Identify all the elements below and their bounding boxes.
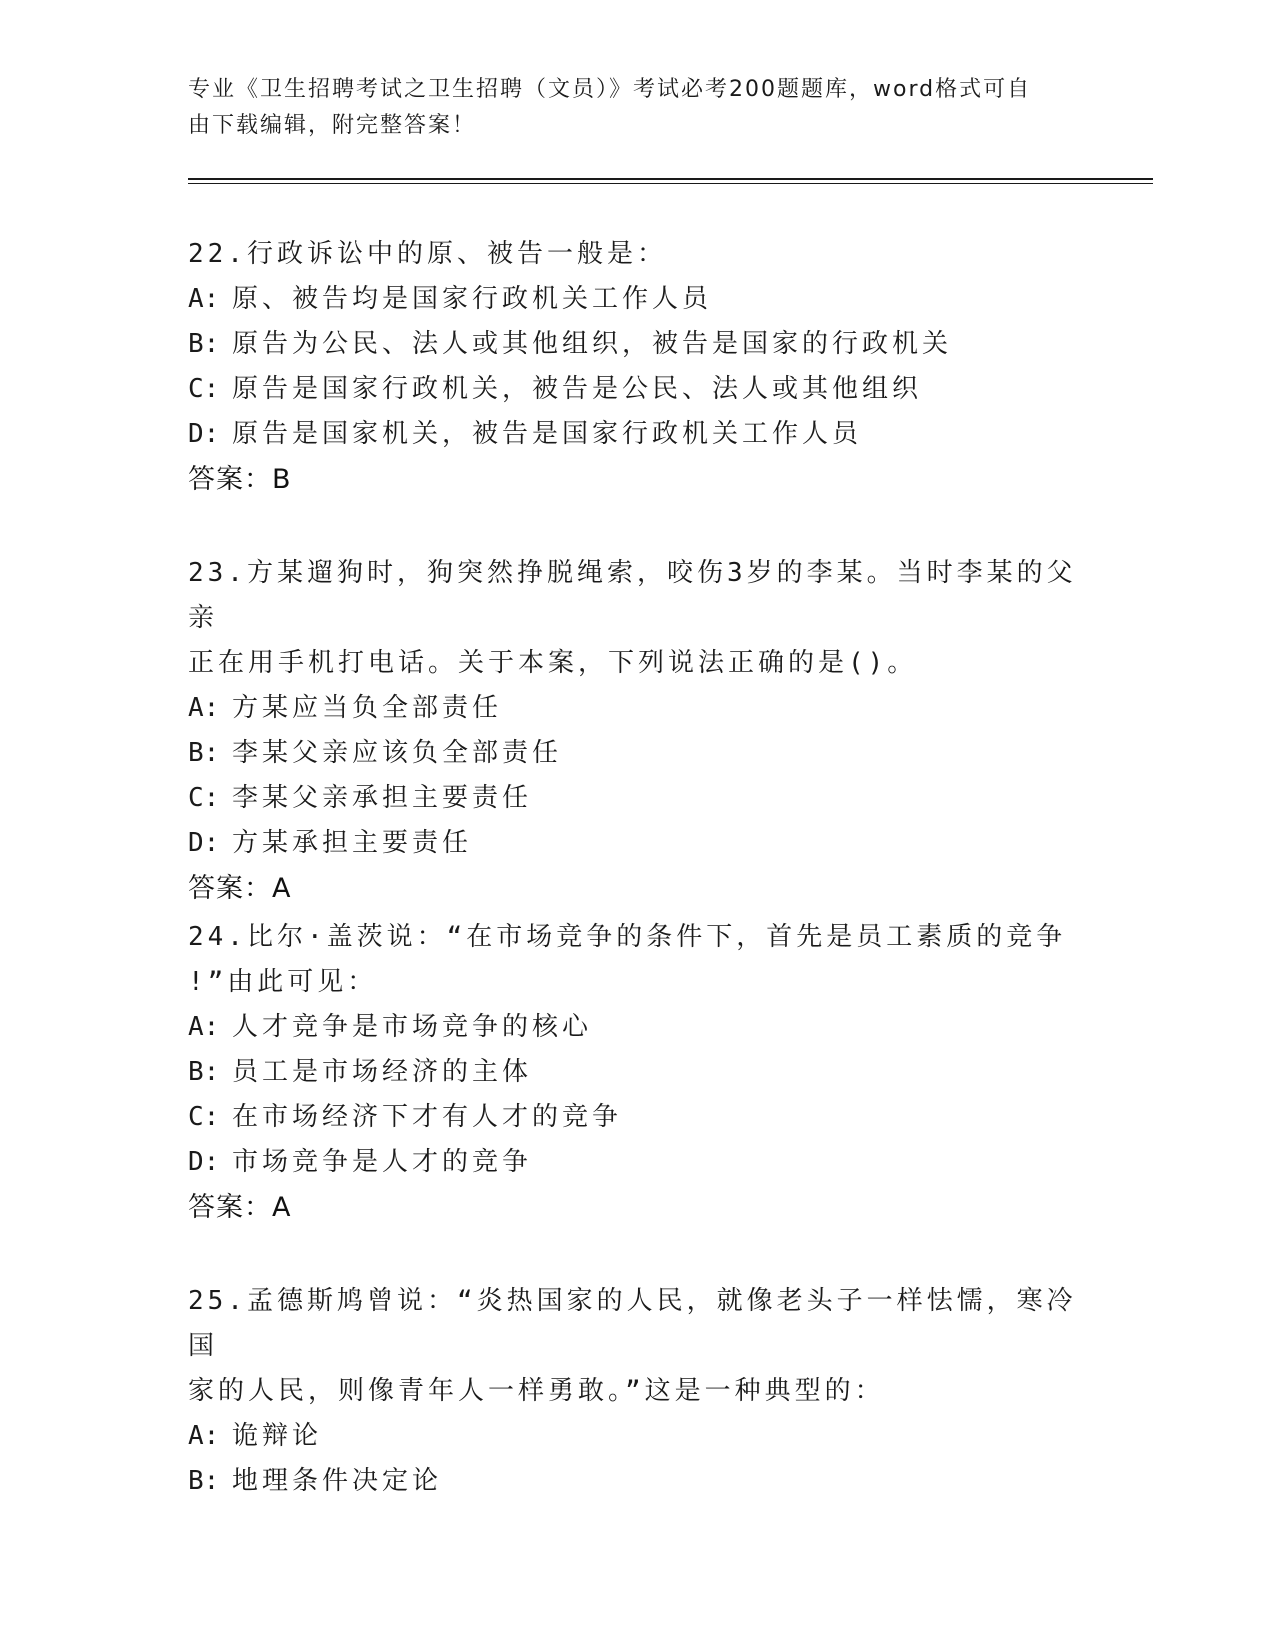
option-text: 原告是国家行政机关，被告是公民、法人或其他组织 <box>232 374 923 404</box>
document-header <box>188 72 1088 144</box>
header-line-1: 专业《卫生招聘考试之卫生招聘（文员）》考试必考200题题库，word格式可自 <box>188 77 1032 102</box>
option-letter: D: <box>188 828 220 858</box>
option-text: 人才竞争是市场竞争的核心 <box>232 1012 593 1042</box>
option-letter: A: <box>188 1421 220 1451</box>
header-divider-thick <box>188 178 1153 180</box>
option-letter: A: <box>188 693 220 723</box>
option-letter: D: <box>188 419 220 449</box>
question-stem-continued: 家的人民，则像青年人一样勇敢。”这是一种典型的： <box>188 1376 885 1406</box>
option-letter: B: <box>188 1057 220 1087</box>
option-text: 在市场经济下才有人才的竞争 <box>232 1102 623 1132</box>
option-text: 诡辩论 <box>232 1421 323 1451</box>
option-letter: C: <box>188 783 220 813</box>
option-text: 方某承担主要责任 <box>232 828 473 858</box>
question-stem: 22.行政诉讼中的原、被告一般是： <box>188 239 667 269</box>
option-d <box>188 412 1088 457</box>
option-text: 员工是市场经济的主体 <box>232 1057 533 1087</box>
option-b <box>188 1050 1088 1095</box>
option-b <box>188 1459 1088 1504</box>
option-a <box>188 1005 1088 1050</box>
option-letter: C: <box>188 374 220 404</box>
option-text: 原、被告均是国家行政机关工作人员 <box>232 284 713 314</box>
answer-line: 答案：A <box>188 873 292 904</box>
option-text: 方某应当负全部责任 <box>232 693 503 723</box>
option-text: 原告为公民、法人或其他组织，被告是国家的行政机关 <box>232 329 953 359</box>
option-letter: A: <box>188 1012 220 1042</box>
option-b <box>188 731 1088 776</box>
option-a <box>188 686 1088 731</box>
option-c <box>188 367 1088 412</box>
question-24 <box>188 915 1088 1231</box>
option-letter: C: <box>188 1102 220 1132</box>
option-d <box>188 821 1088 866</box>
question-stem-continued: 正在用手机打电话。关于本案，下列说法正确的是()。 <box>188 648 918 678</box>
option-letter: B: <box>188 738 220 768</box>
option-c <box>188 776 1088 821</box>
option-text: 地理条件决定论 <box>232 1466 443 1496</box>
option-b <box>188 322 1088 367</box>
option-letter: B: <box>188 1466 220 1496</box>
option-a <box>188 1414 1088 1459</box>
question-stem: 24.比尔·盖茨说：“在市场竞争的条件下，首先是员工素质的竞争 <box>188 922 1067 952</box>
question-23 <box>188 551 1088 912</box>
option-a <box>188 277 1088 322</box>
question-stem-continued: !”由此可见： <box>188 967 378 997</box>
option-text: 李某父亲应该负全部责任 <box>232 738 563 768</box>
option-letter: D: <box>188 1147 220 1177</box>
option-letter: A: <box>188 284 220 314</box>
question-25 <box>188 1279 1088 1504</box>
question-22 <box>188 232 1088 503</box>
option-d <box>188 1140 1088 1185</box>
option-c <box>188 1095 1088 1140</box>
option-text: 原告是国家机关，被告是国家行政机关工作人员 <box>232 419 863 449</box>
question-stem: 25.孟德斯鸠曾说：“炎热国家的人民，就像老头子一样怯懦，寒冷国 <box>188 1286 1077 1361</box>
header-line-2: 由下载编辑，附完整答案！ <box>188 113 477 138</box>
header-divider-thin <box>188 183 1153 184</box>
question-stem: 23.方某遛狗时，狗突然挣脱绳索，咬伤3岁的李某。当时李某的父亲 <box>188 558 1077 633</box>
answer-line: 答案：A <box>188 1192 292 1223</box>
option-text: 李某父亲承担主要责任 <box>232 783 533 813</box>
option-text: 市场竞争是人才的竞争 <box>232 1147 533 1177</box>
answer-line: 答案：B <box>188 464 292 495</box>
option-letter: B: <box>188 329 220 359</box>
